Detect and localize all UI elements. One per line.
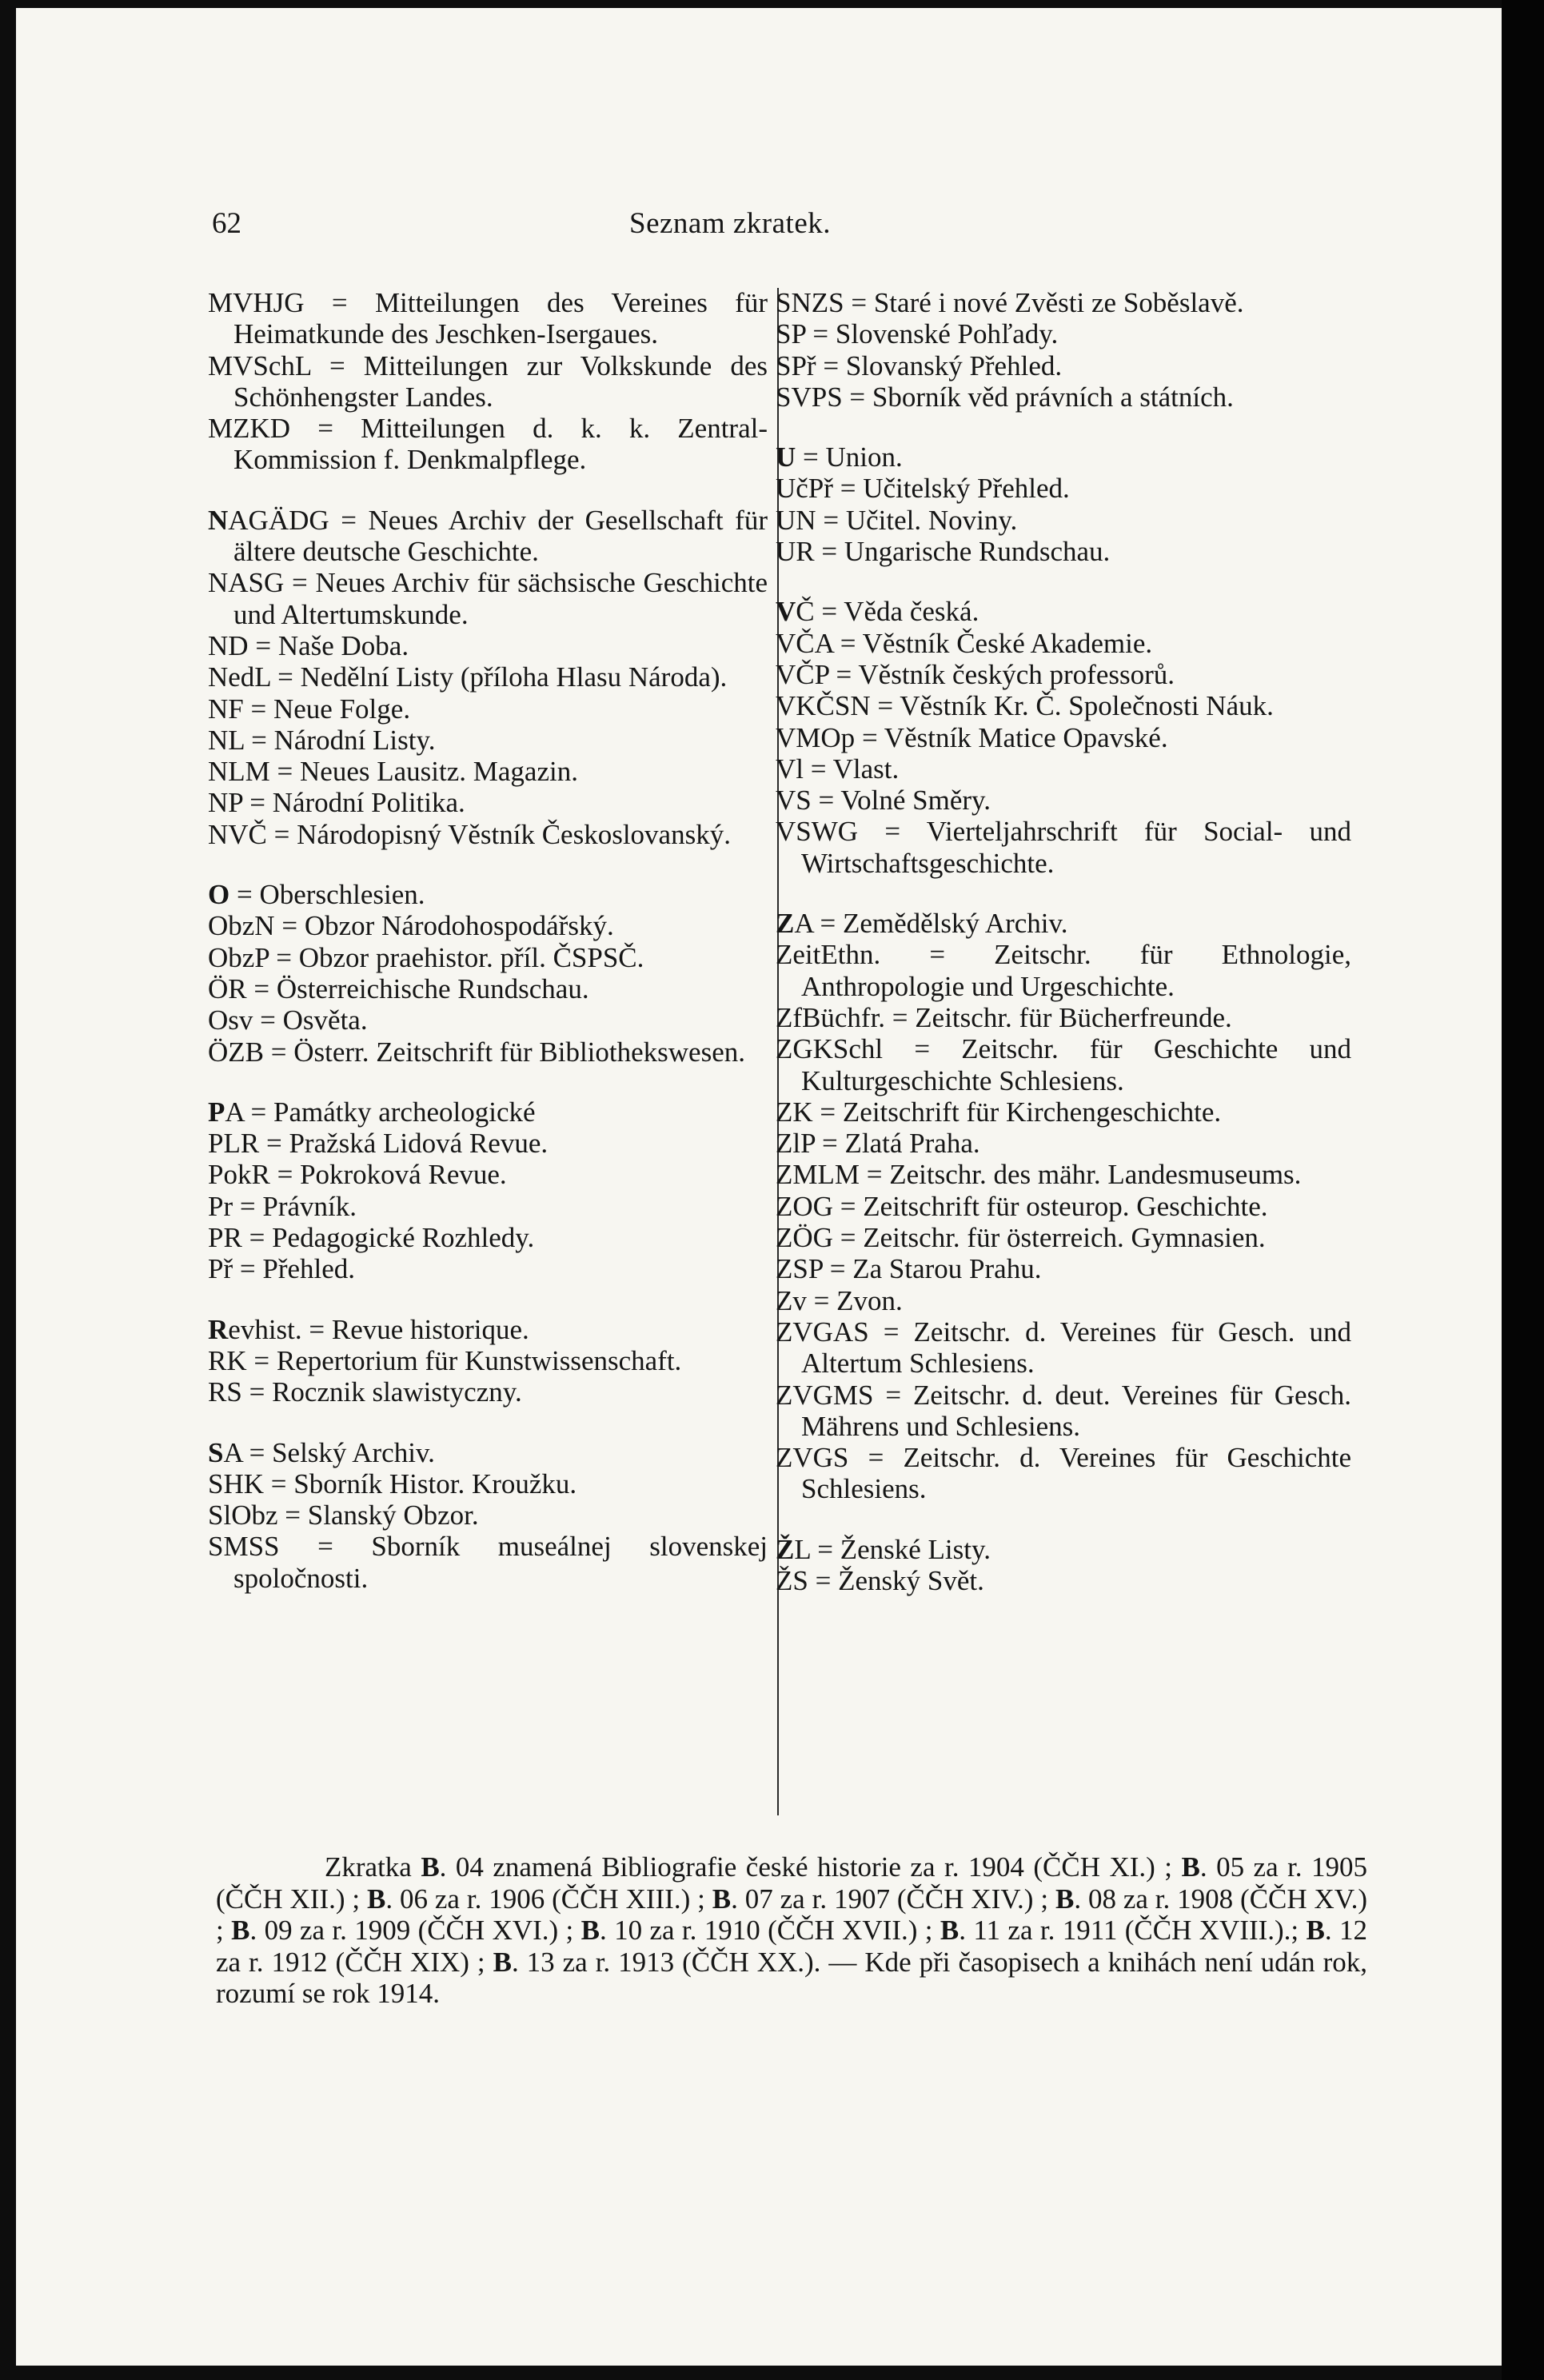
abbreviation-entry: ObzP = Obzor praehistor. příl. ČSPSČ. xyxy=(208,941,644,973)
abbreviation-entry: NLM = Neues Lausitz. Magazin. xyxy=(208,756,578,788)
abbreviation xyxy=(208,879,229,910)
definition: Neues Archiv der Gesellschaft für ältere deutsche Geschichte. xyxy=(233,504,768,568)
abbreviation-entry: SlObz = Slanský Obzor. xyxy=(208,1499,479,1531)
abbreviation: UčPř xyxy=(776,473,833,505)
definition: Mitteilungen zur Volkskunde des Schönhengster Landes. xyxy=(233,349,768,413)
bibliography-mark: B xyxy=(580,1915,600,1947)
abbreviation: ZA xyxy=(776,908,813,940)
definition: Repertorium für Kunstwissenschaft. xyxy=(276,1344,682,1376)
abbreviation: NVČ xyxy=(208,818,267,850)
abbreviation: UR xyxy=(776,536,815,568)
abbreviation-entry: VS = Volné Směry. xyxy=(776,785,991,817)
definition: Ungarische Rundschau. xyxy=(844,536,1111,568)
definition: Nedělní Listy (příloha Hlasu Národa). xyxy=(300,661,728,693)
definition: Věstník českých professorů. xyxy=(858,658,1175,690)
abbreviation-entry: Zv = Zvon. xyxy=(776,1284,903,1316)
abbreviation-entry: MZKD = Mitteilungen d. k. k. Zentral-Kommission f. Denkmalpflege. xyxy=(208,413,768,476)
bibliography-mark: B xyxy=(1181,1851,1200,1883)
definition: Volné Směry. xyxy=(840,785,991,817)
group-gap xyxy=(776,1505,1351,1534)
definition: Österreichische Rundschau. xyxy=(276,972,589,1004)
abbreviation: VČA xyxy=(776,627,833,659)
abbreviation: MVHJG xyxy=(208,287,305,318)
definition: Sborník museálnej slovenskej spoločnosti. xyxy=(233,1531,768,1594)
footnote-text: . 05 za r. 1905 (ČČH XII.) ; xyxy=(216,1851,1368,1915)
abbreviation-entry: MVSchL = Mitteilungen zur Volkskunde des Schönhengster Landes. xyxy=(208,349,768,413)
definition: Učitelský Přehled. xyxy=(863,473,1070,505)
footnote-text: . 13 za r. 1913 (ČČH XX.). — Kde při časopisech a knihách není udán rok, rozumí se rok 1914. xyxy=(216,1946,1367,2010)
definition: Zeitschr. für Bücherfreunde. xyxy=(915,1001,1232,1033)
footnote-paragraph xyxy=(216,1851,1367,2010)
abbreviation-entry: ZA = Zemědělský Archiv. xyxy=(776,908,1068,940)
group-gap xyxy=(208,1408,768,1437)
definition: Národní Listy. xyxy=(273,724,436,756)
abbreviation-entry: PokR = Pokroková Revue. xyxy=(208,1159,507,1191)
definition: Ženský Svět. xyxy=(838,1564,984,1596)
definition: Zemědělský Archiv. xyxy=(842,908,1068,940)
abbreviation: ZSP xyxy=(776,1253,824,1285)
definition: Slovanský Přehled. xyxy=(845,349,1063,381)
abbreviation: ZlP xyxy=(776,1128,816,1160)
abbreviation-entry: Vl = Vlast. xyxy=(776,753,900,785)
footnote-text: . 06 za r. 1906 (ČČH XIII.) ; xyxy=(385,1883,712,1915)
abbreviation-entry: Revhist. = Revue historique. xyxy=(208,1313,529,1345)
abbreviation-entry: UčPř = Učitelský Přehled. xyxy=(776,473,1070,505)
definition: Zvon. xyxy=(836,1284,903,1316)
abbreviation-entry: ZMLM = Zeitschr. des mähr. Landesmuseums. xyxy=(776,1159,1302,1191)
section-initial: N xyxy=(208,504,229,536)
section-initial: V xyxy=(776,596,796,628)
abbreviation-entry: VČA = Věstník České Akademie. xyxy=(776,627,1153,659)
footnote-text: . 11 za r. 1911 (ČČH XVIII.).; xyxy=(959,1915,1307,1947)
abbreviation-entry: ÖZB = Österr. Zeitschrift für Bibliothekswesen. xyxy=(208,1036,745,1068)
abbreviation: SPř xyxy=(776,349,816,381)
abbreviation: NL xyxy=(208,724,245,756)
bibliography-mark: B xyxy=(231,1915,250,1947)
definition: Slovenské Pohľady. xyxy=(835,318,1059,350)
abbreviation-entry: VČP = Věstník českých professorů. xyxy=(776,658,1175,690)
abbreviation-entry: VKČSN = Věstník Kr. Č. Společnosti Náuk. xyxy=(776,690,1274,722)
abbreviation-entry: VČ = Věda česká. xyxy=(776,596,979,628)
abbreviation-entry: PLR = Pražská Lidová Revue. xyxy=(208,1128,549,1160)
abbreviation: ZÖG xyxy=(776,1222,833,1254)
abbreviation-entry: MVHJG = Mitteilungen des Vereines für Heimatkunde des Jeschken-Isergaues. xyxy=(208,287,768,350)
definition: Neues Archiv für sächsische Geschichte und Altertumskunde. xyxy=(233,567,768,630)
abbreviation-entry: ŽL = Ženské Listy. xyxy=(776,1533,991,1565)
abbreviation-entry: Osv = Osvěta. xyxy=(208,1004,368,1036)
abbreviation-entry: SA = Selský Archiv. xyxy=(208,1436,435,1468)
abbreviation: VS xyxy=(776,785,812,817)
abbreviation-entry: Př = Přehled. xyxy=(208,1253,356,1285)
section-initial: R xyxy=(208,1313,229,1345)
definition: Slanský Obzor. xyxy=(307,1499,479,1531)
abbreviation: ZGKSchl xyxy=(776,1033,884,1065)
definition: Obzor praehistor. příl. ČSPSČ. xyxy=(298,941,644,973)
abbreviation: VČP xyxy=(776,658,829,690)
abbreviation: ObzP xyxy=(208,941,269,973)
definition: Sborník věd právních a státních. xyxy=(872,381,1234,413)
abbreviation-column-left xyxy=(208,287,768,1594)
abbreviation-entry: SMSS = Sborník museálnej slovenskej spoločnosti. xyxy=(208,1531,768,1594)
definition: Památky archeologické xyxy=(273,1096,536,1128)
abbreviation-entry: ZK = Zeitschrift für Kirchengeschichte. xyxy=(776,1096,1222,1128)
footnote-text: . 09 za r. 1909 (ČČH XVI.) ; xyxy=(249,1915,581,1947)
abbreviation-entry: U = Union. xyxy=(776,441,903,473)
abbreviation: ÖZB xyxy=(208,1036,264,1068)
abbreviation: SVPS xyxy=(776,381,843,413)
abbreviation: NAGÄDG xyxy=(208,504,329,536)
abbreviation-entry: ZeitEthn. = Zeitschr. für Ethnologie, Anthropologie und Urgeschichte. xyxy=(776,939,1351,1002)
section-initial: U xyxy=(776,441,796,473)
abbreviation-entry: ÖR = Österreichische Rundschau. xyxy=(208,972,589,1004)
definition: Věda česká. xyxy=(844,596,979,628)
abbreviation: RK xyxy=(208,1344,247,1376)
abbreviation: NedL xyxy=(208,661,271,693)
definition: Oberschlesien. xyxy=(259,879,425,911)
abbreviation-entry: ObzN = Obzor Národohospodářský. xyxy=(208,910,614,942)
abbreviation: SHK xyxy=(208,1468,265,1499)
page-number: 62 xyxy=(212,207,241,240)
abbreviation: ZK xyxy=(776,1096,813,1128)
abbreviation-entry: ZlP = Zlatá Praha. xyxy=(776,1128,980,1160)
abbreviation-entry: NF = Neue Folge. xyxy=(208,693,411,725)
definition: Union. xyxy=(825,441,903,473)
definition: Revue historique. xyxy=(331,1313,529,1345)
abbreviation-entry: ZOG = Zeitschrift für osteurop. Geschichte. xyxy=(776,1190,1268,1222)
definition: Staré i nové Zvěsti ze Soběslavě. xyxy=(873,287,1244,318)
definition: Vlast. xyxy=(832,753,900,785)
section-initial: P xyxy=(208,1096,225,1128)
abbreviation-entry: ZSP = Za Starou Prahu. xyxy=(776,1253,1042,1285)
definition: Osvěta. xyxy=(282,1004,368,1036)
abbreviation: PA xyxy=(208,1096,244,1128)
abbreviation: SP xyxy=(776,318,806,350)
bibliography-mark: B xyxy=(367,1883,386,1915)
definition: Naše Doba. xyxy=(277,629,409,661)
definition: Zeitschr. d. Vereines für Geschichte Schlesiens. xyxy=(801,1442,1351,1505)
definition: Selský Archiv. xyxy=(272,1436,435,1468)
abbreviation: VČ xyxy=(776,596,815,628)
abbreviation-entry: RS = Rocznik slawistyczny. xyxy=(208,1376,522,1408)
abbreviation-entry: ZVGS = Zeitschr. d. Vereines für Geschichte Schlesiens. xyxy=(776,1442,1351,1505)
abbreviation: Pr xyxy=(208,1190,233,1222)
abbreviation-entry: NAGÄDG = Neues Archiv der Gesellschaft für ältere deutsche Geschichte. xyxy=(208,504,768,568)
bibliography-mark: B xyxy=(712,1883,732,1915)
group-gap xyxy=(208,1285,768,1314)
abbreviation-entry: O = Oberschlesien. xyxy=(208,879,425,911)
abbreviation: UN xyxy=(776,504,816,536)
abbreviation: SlObz xyxy=(208,1499,278,1531)
group-gap xyxy=(208,1068,768,1096)
page-title: Seznam zkratek. xyxy=(629,207,831,240)
abbreviation-entry: NedL = Nedělní Listy (příloha Hlasu Národa). xyxy=(208,661,728,693)
definition: Ženské Listy. xyxy=(840,1533,991,1565)
abbreviation-entry: Pr = Právník. xyxy=(208,1190,357,1222)
abbreviation: ŽL xyxy=(776,1533,811,1565)
abbreviation-entry: RK = Repertorium für Kunstwissenschaft. xyxy=(208,1344,682,1376)
definition: Věstník Kr. Č. Společnosti Náuk. xyxy=(900,690,1274,722)
abbreviation-entry: ZÖG = Zeitschr. für österreich. Gymnasien. xyxy=(776,1222,1266,1254)
group-gap xyxy=(776,879,1351,908)
definition: Mitteilungen des Vereines für Heimatkunde des Jeschken-Isergaues. xyxy=(233,287,768,350)
abbreviation: VKČSN xyxy=(776,690,871,722)
definition: Pedagogické Rozhledy. xyxy=(272,1222,535,1254)
definition: Věstník České Akademie. xyxy=(862,627,1153,659)
group-gap xyxy=(776,413,1351,441)
abbreviation: ZfBüchfr. xyxy=(776,1001,886,1033)
abbreviation-entry: NVČ = Národopisný Věstník Českoslovanský. xyxy=(208,818,731,850)
bibliography-mark: B xyxy=(493,1946,512,1978)
abbreviation-entry: ZfBüchfr. = Zeitschr. für Bücherfreunde. xyxy=(776,1001,1232,1033)
definition: Zlatá Praha. xyxy=(844,1128,980,1160)
abbreviation: Vl xyxy=(776,753,804,785)
group-gap xyxy=(776,567,1351,596)
section-initial: Ž xyxy=(776,1533,795,1565)
abbreviation-entry: NP = Národní Politika. xyxy=(208,787,465,819)
abbreviation-entry: SP = Slovenské Pohľady. xyxy=(776,318,1059,350)
abbreviation: ZVGS xyxy=(776,1442,849,1474)
abbreviation-entry: SHK = Sborník Histor. Kroužku. xyxy=(208,1468,577,1499)
scan-border xyxy=(1502,0,1544,2380)
definition: Österr. Zeitschrift für Bibliothekswesen. xyxy=(293,1036,745,1068)
definition: Zeitschrift für Kirchengeschichte. xyxy=(842,1096,1222,1128)
abbreviation-entry: ND = Naše Doba. xyxy=(208,629,409,661)
definition: Přehled. xyxy=(262,1253,356,1285)
definition: Zeitschr. d. deut. Vereines für Gesch. Mährens und Schlesiens. xyxy=(801,1379,1351,1442)
definition: Národopisný Věstník Českoslovanský. xyxy=(297,818,731,850)
abbreviation-entry: NL = Národní Listy. xyxy=(208,724,436,756)
abbreviation: SMSS xyxy=(208,1531,280,1563)
abbreviation-entry: UR = Ungarische Rundschau. xyxy=(776,536,1111,568)
bibliography-mark: B xyxy=(1055,1883,1075,1915)
definition: Zeitschr. für österreich. Gymnasien. xyxy=(863,1222,1266,1254)
section-initial: O xyxy=(208,879,230,911)
abbreviation: Osv xyxy=(208,1004,253,1036)
abbreviation: PokR xyxy=(208,1159,270,1191)
abbreviation-entry: VMOp = Věstník Matice Opavské. xyxy=(776,721,1168,753)
abbreviation: ÖR xyxy=(208,972,247,1004)
abbreviation-entry: ŽS = Ženský Svět. xyxy=(776,1564,984,1596)
abbreviation: Př xyxy=(208,1253,233,1285)
abbreviation: MVSchL xyxy=(208,349,311,381)
abbreviation-entry: SPř = Slovanský Přehled. xyxy=(776,349,1063,381)
definition: Rocznik slawistyczny. xyxy=(272,1376,522,1408)
definition: Obzor Národohospodářský. xyxy=(304,910,614,942)
abbreviation-entry: ZVGMS = Zeitschr. d. deut. Vereines für Gesch. Mährens und Schlesiens. xyxy=(776,1379,1351,1442)
abbreviation: ŽS xyxy=(776,1564,808,1596)
footnote-text: . 12 za r. 1912 (ČČH XIX) ; xyxy=(216,1915,1368,1978)
definition: Neues Lausitz. Magazin. xyxy=(300,756,578,788)
abbreviation: NP xyxy=(208,787,243,819)
abbreviation: Zv xyxy=(776,1284,807,1316)
abbreviation: NASG xyxy=(208,567,285,599)
abbreviation: Revhist. xyxy=(208,1313,302,1345)
abbreviation-entry: SNZS = Staré i nové Zvěsti ze Soběslavě. xyxy=(776,287,1244,318)
section-initial: S xyxy=(208,1436,224,1468)
definition: Zeitschr. d. Vereines für Gesch. und Altertum Schlesiens. xyxy=(801,1316,1351,1380)
definition: Za Starou Prahu. xyxy=(852,1253,1042,1285)
footnote-text: . 07 za r. 1907 (ČČH XIV.) ; xyxy=(731,1883,1055,1915)
abbreviation: ND xyxy=(208,629,249,661)
abbreviation: NF xyxy=(208,693,244,725)
abbreviation xyxy=(776,441,796,473)
definition: Mitteilungen d. k. k. Zentral-Kommission f. Denkmalpflege. xyxy=(233,413,768,476)
abbreviation: ZOG xyxy=(776,1190,833,1222)
footnote-text: . 10 za r. 1910 (ČČH XVII.) ; xyxy=(600,1915,940,1947)
definition: Učitel. Noviny. xyxy=(845,504,1018,536)
definition: Pokroková Revue. xyxy=(300,1159,507,1191)
footnote-text: Zkratka xyxy=(325,1851,421,1883)
abbreviation: SA xyxy=(208,1436,242,1468)
group-gap xyxy=(208,476,768,505)
footnote-text: . 04 znamená Bibliografie české historie za r. 1904 (ČČH XI.) ; xyxy=(439,1851,1182,1883)
bibliography-mark: B xyxy=(1306,1915,1325,1947)
abbreviation: ZMLM xyxy=(776,1159,860,1191)
definition: Věstník Matice Opavské. xyxy=(884,721,1168,753)
abbreviation-column-right xyxy=(776,287,1351,1596)
definition: Národní Politika. xyxy=(272,787,465,819)
bibliography-mark: B xyxy=(421,1851,440,1883)
abbreviation-entry: VSWG = Vierteljahrschrift für Social- und Wirtschaftsgeschichte. xyxy=(776,816,1351,879)
footnote-text: . 08 za r. 1908 (ČČH XV.) ; xyxy=(216,1883,1367,1947)
abbreviation: VSWG xyxy=(776,816,859,848)
abbreviation: ZVGAS xyxy=(776,1316,869,1348)
bibliography-mark: B xyxy=(940,1915,960,1947)
abbreviation-entry: NASG = Neues Archiv für sächsische Geschichte und Altertumskunde. xyxy=(208,567,768,630)
abbreviation: PR xyxy=(208,1222,242,1254)
definition: Zeitschrift für osteurop. Geschichte. xyxy=(863,1190,1268,1222)
group-gap xyxy=(208,850,768,879)
definition: Vierteljahrschrift für Social- und Wirtschaftsgeschichte. xyxy=(801,816,1351,879)
abbreviation: VMOp xyxy=(776,721,856,753)
abbreviation-entry: ZVGAS = Zeitschr. d. Vereines für Gesch. und Altertum Schlesiens. xyxy=(776,1316,1351,1380)
abbreviation: RS xyxy=(208,1376,242,1408)
abbreviation: MZKD xyxy=(208,413,291,445)
definition: Sborník Histor. Kroužku. xyxy=(293,1468,577,1499)
definition: Zeitschr. des mähr. Landesmuseums. xyxy=(889,1159,1302,1191)
abbreviation: PLR xyxy=(208,1128,260,1160)
abbreviation-entry: SVPS = Sborník věd právních a státních. xyxy=(776,381,1234,413)
abbreviation: SNZS xyxy=(776,287,844,318)
abbreviation: ObzN xyxy=(208,910,275,942)
definition: Zeitschr. für Geschichte und Kulturgeschichte Schlesiens. xyxy=(801,1033,1351,1096)
book-page xyxy=(16,8,1502,2366)
abbreviation: ZeitEthn. xyxy=(776,939,881,971)
abbreviation: ZVGMS xyxy=(776,1379,874,1411)
definition: Právník. xyxy=(262,1190,357,1222)
abbreviation-entry: PR = Pedagogické Rozhledy. xyxy=(208,1222,535,1254)
definition: Zeitschr. für Ethnologie, Anthropologie und Urgeschichte. xyxy=(801,939,1351,1002)
running-head xyxy=(16,206,1502,246)
abbreviation-entry: PA = Památky archeologické xyxy=(208,1096,536,1128)
abbreviation-entry: UN = Učitel. Noviny. xyxy=(776,504,1018,536)
abbreviation: NLM xyxy=(208,756,270,788)
definition: Neue Folge. xyxy=(273,693,411,725)
section-initial: Z xyxy=(776,908,795,940)
definition: Pražská Lidová Revue. xyxy=(289,1128,549,1160)
abbreviation-entry: ZGKSchl = Zeitschr. für Geschichte und Kulturgeschichte Schlesiens. xyxy=(776,1033,1351,1096)
